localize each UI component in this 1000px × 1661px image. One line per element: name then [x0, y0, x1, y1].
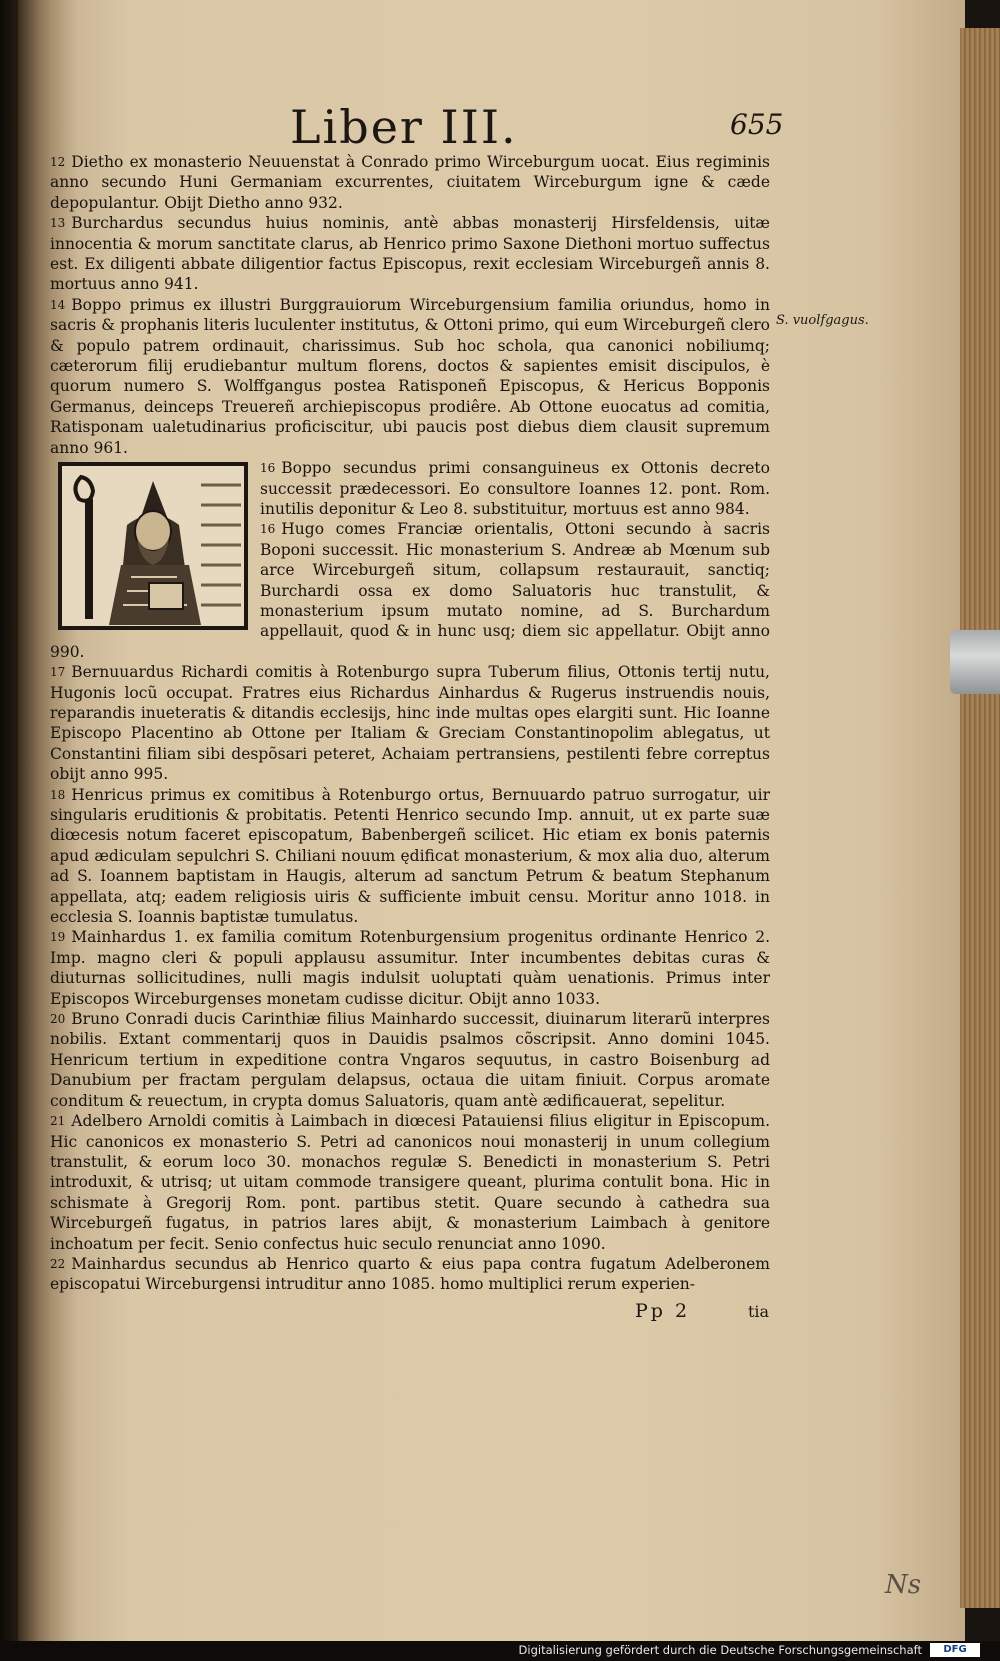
paragraph	[50, 662, 770, 784]
paragraph-number: 12	[50, 155, 66, 169]
page-fore-edge	[960, 28, 1000, 1608]
paragraph-text: Henricus primus ex comitibus à Rotenburgo ortus, Bernuuardo patruo surrogatur, uir singularis eruditionis & probitatis. Petenti Henrico secundo Imp. annuit, ut ex parte suæ diœcesis notum faceret episcopatum, Babenbergeñ scilicet. Hic etiam ex bonis paternis apud ædiculam sepulchri S. Chiliani nouum ędificat monasterium, & mox alia duo, alterum ad S. Ioannem baptistam in Haugis, alterum ad sanctum Petrum & beatum Stephanum appellata, atq; eadem religiosis uiris & sufficiente imbuit censu. Moritur anno 1018. in ecclesia S. Ioannis baptistæ tumulatus.	[50, 785, 770, 927]
paragraph-number: 16	[260, 461, 276, 476]
dfg-logo: DFG	[930, 1643, 980, 1657]
paragraph-text: Boppo secundus primi consanguineus ex Ottonis decreto successit prædecessori. Eo consultore Ioannes 12. pont. Rom. inutilis deponitur & Leo 8. substituitur, mortuus est anno 984.	[260, 459, 770, 518]
paragraph	[50, 927, 770, 1009]
footer-bar	[0, 1641, 1000, 1661]
paragraph	[50, 295, 770, 458]
paragraph-number: 16	[260, 522, 276, 537]
bishop-woodcut-icon	[58, 462, 248, 630]
paragraph-number: 21	[50, 1114, 66, 1129]
paragraph-number: 18	[50, 787, 66, 802]
paragraph	[50, 1009, 770, 1111]
running-title: Liber III.	[290, 100, 518, 154]
paragraph-number: 22	[50, 1256, 66, 1271]
paragraph	[50, 785, 770, 928]
paragraph-number: 13	[50, 216, 66, 231]
paragraph	[50, 152, 770, 213]
paragraph-text: Bernuuardus Richardi comitis à Rotenburgo supra Tuberum filius, Ottonis tertij nutu, Hugonis locũ occupat. Fratres eius Richardus Ainhardus & Rugerus instruendis nouis, reparandis inueteratis & ditandis ecclesijs, hinc inde multas opes elargiti sunt. Hic Ioanne Episcopo Placentino ab Ottone per Italiam & Greciam Constantinopolim ablegatus, ut Constantini filiam sibi despõsari peteret, Achaiam pertransiens, pestilenti febre correptus obijt anno 995.	[50, 663, 770, 784]
paragraph-number: 19	[50, 930, 66, 945]
paragraph-text: Dietho ex monasterio Neuuenstat à Conrado primo Wirceburgum uocat. Eius regiminis anno secundo Huni Germaniam excurrentes, ciuitatem Wirceburgum igne & cæde depopulantur. Obijt Dietho anno 932.	[50, 153, 770, 212]
pencil-mark: Ns	[885, 1570, 922, 1600]
paragraph-text: Mainhardus 1. ex familia comitum Rotenburgensium progenitus ordinante Henrico 2. Imp. magno cleri & populi applausu assumitur. Inter incumbentes debitas curas & diuturnas sollicitudines, nulli magis indulsit uoluptati quàm uenationis. Primus inter Episcopos Wirceburgenses monetam cudisse dicitur. Obijt anno 1033.	[50, 928, 770, 1008]
paragraph-text: Bruno Conradi ducis Carinthiæ filius Mainhardo successit, diuinarum literarũ interpres nobilis. Extant commentarij quos in Dauidis psalmos cõscripsit. Anno domini 1045. Henricum tertium in expeditione contra Vngaros sequutus, in castro Boisenburg ad Danubium per fractam pergulam delapsus, octaua die uitam finiuit. Corpus aromate conditum & reuectum, in crypta domus Saluatoris, quam antè ædificauerat, sepelitur.	[50, 1010, 770, 1110]
catchword: tia	[748, 1302, 770, 1321]
paragraph-text: Hugo comes Franciæ orientalis, Ottoni secundo à sacris Boponi successit. Hic monasterium S. Andreæ ab Mœnum sub arce Wirceburgeñ situm, collapsum restaurauit, sanctiq; Burchardi ossa ex domo Saluatoris huc transtulit, & monasterium ipsum mutato nomine, ad S. Burchardum appellauit, quod & in hunc usq; diem sic appellatur. Obijt anno 990.	[50, 520, 770, 661]
paragraph	[50, 1111, 770, 1254]
funding-credit: Digitalisierung gefördert durch die Deutsche Forschungsgemeinschaft	[518, 1643, 922, 1657]
page-header	[50, 100, 810, 160]
paragraph-number: 20	[50, 1012, 66, 1027]
paragraph-text: Mainhardus secundus ab Henrico quarto & eius papa contra fugatum Adelberonem episcopatui Wirceburgensi intruditur anno 1085. homo multiplici rerum experien-	[50, 1254, 770, 1294]
signature-mark: Pp 2	[635, 1300, 691, 1322]
paragraph	[50, 213, 770, 295]
body-text	[50, 152, 770, 1295]
page-tab-marker	[950, 630, 1000, 694]
paragraph	[50, 1254, 770, 1295]
paragraph-text: Burchardus secundus huius nominis, antè abbas monasterij Hirsfeldensis, uitæ innocentia & morum sanctitate clarus, ab Henrico primo Saxone Diethoni mortuo suffectus est. Ex diligenti abbate diligentior factus Episcopus, rexit ecclesiam Wirceburgeñ annis 8. mortuus anno 941.	[50, 214, 770, 294]
paragraph-text: Adelbero Arnoldi comitis à Laimbach in diœcesi Patauiensi filius eligitur in Episcopum. Hic canonicos ex monasterio S. Petri ad canonicos noui monasterij in unum collegium transtulit, & eorum loco 30. monachos regulæ S. Benedicti in monasterium S. Petri introduxit, & utrisq; ut uitam commode transigere queant, plurima contulit bona. Hic in schismate à Gregorij Rom. pont. partibus stetit. Quare secundo à cathedra sua Wirceburgeñ fugatus, in patrios lares abijt, & monasterium Laimbach à genitore inchoatum per fecit. Senio confectus huic seculo renunciat anno 1090.	[50, 1112, 770, 1253]
page-number: 655	[730, 108, 784, 141]
paragraph-number: 14	[50, 297, 66, 312]
margin-note: S. vuolfgagus.	[776, 313, 869, 328]
paragraph-text: Boppo primus ex illustri Burggrauiorum Wirceburgensium familia oriundus, homo in sacris & prophanis literis luculenter institutus, & Ottoni primo, qui eum Wirceburgeñ clero & populo patrem ordinauit, charissimus. Sub hoc schola, qua canonici nobiliumq; cæterorum filij erudiebantur multum florens, doctos & sapientes emisit discipulos, è quorum numero S. Wolffgangus postea Ratisponeñ Episcopus, & Hericus Bopponis Germanus, deinceps Treuereñ archiepiscopus prodiêre. Ab Ottone euocatus ad comitia, Ratisponam ualetudinarius proficiscitur, ubi paucis post diebus diem clausit supremum anno 961.	[50, 295, 770, 457]
paragraph-number: 17	[50, 665, 66, 680]
